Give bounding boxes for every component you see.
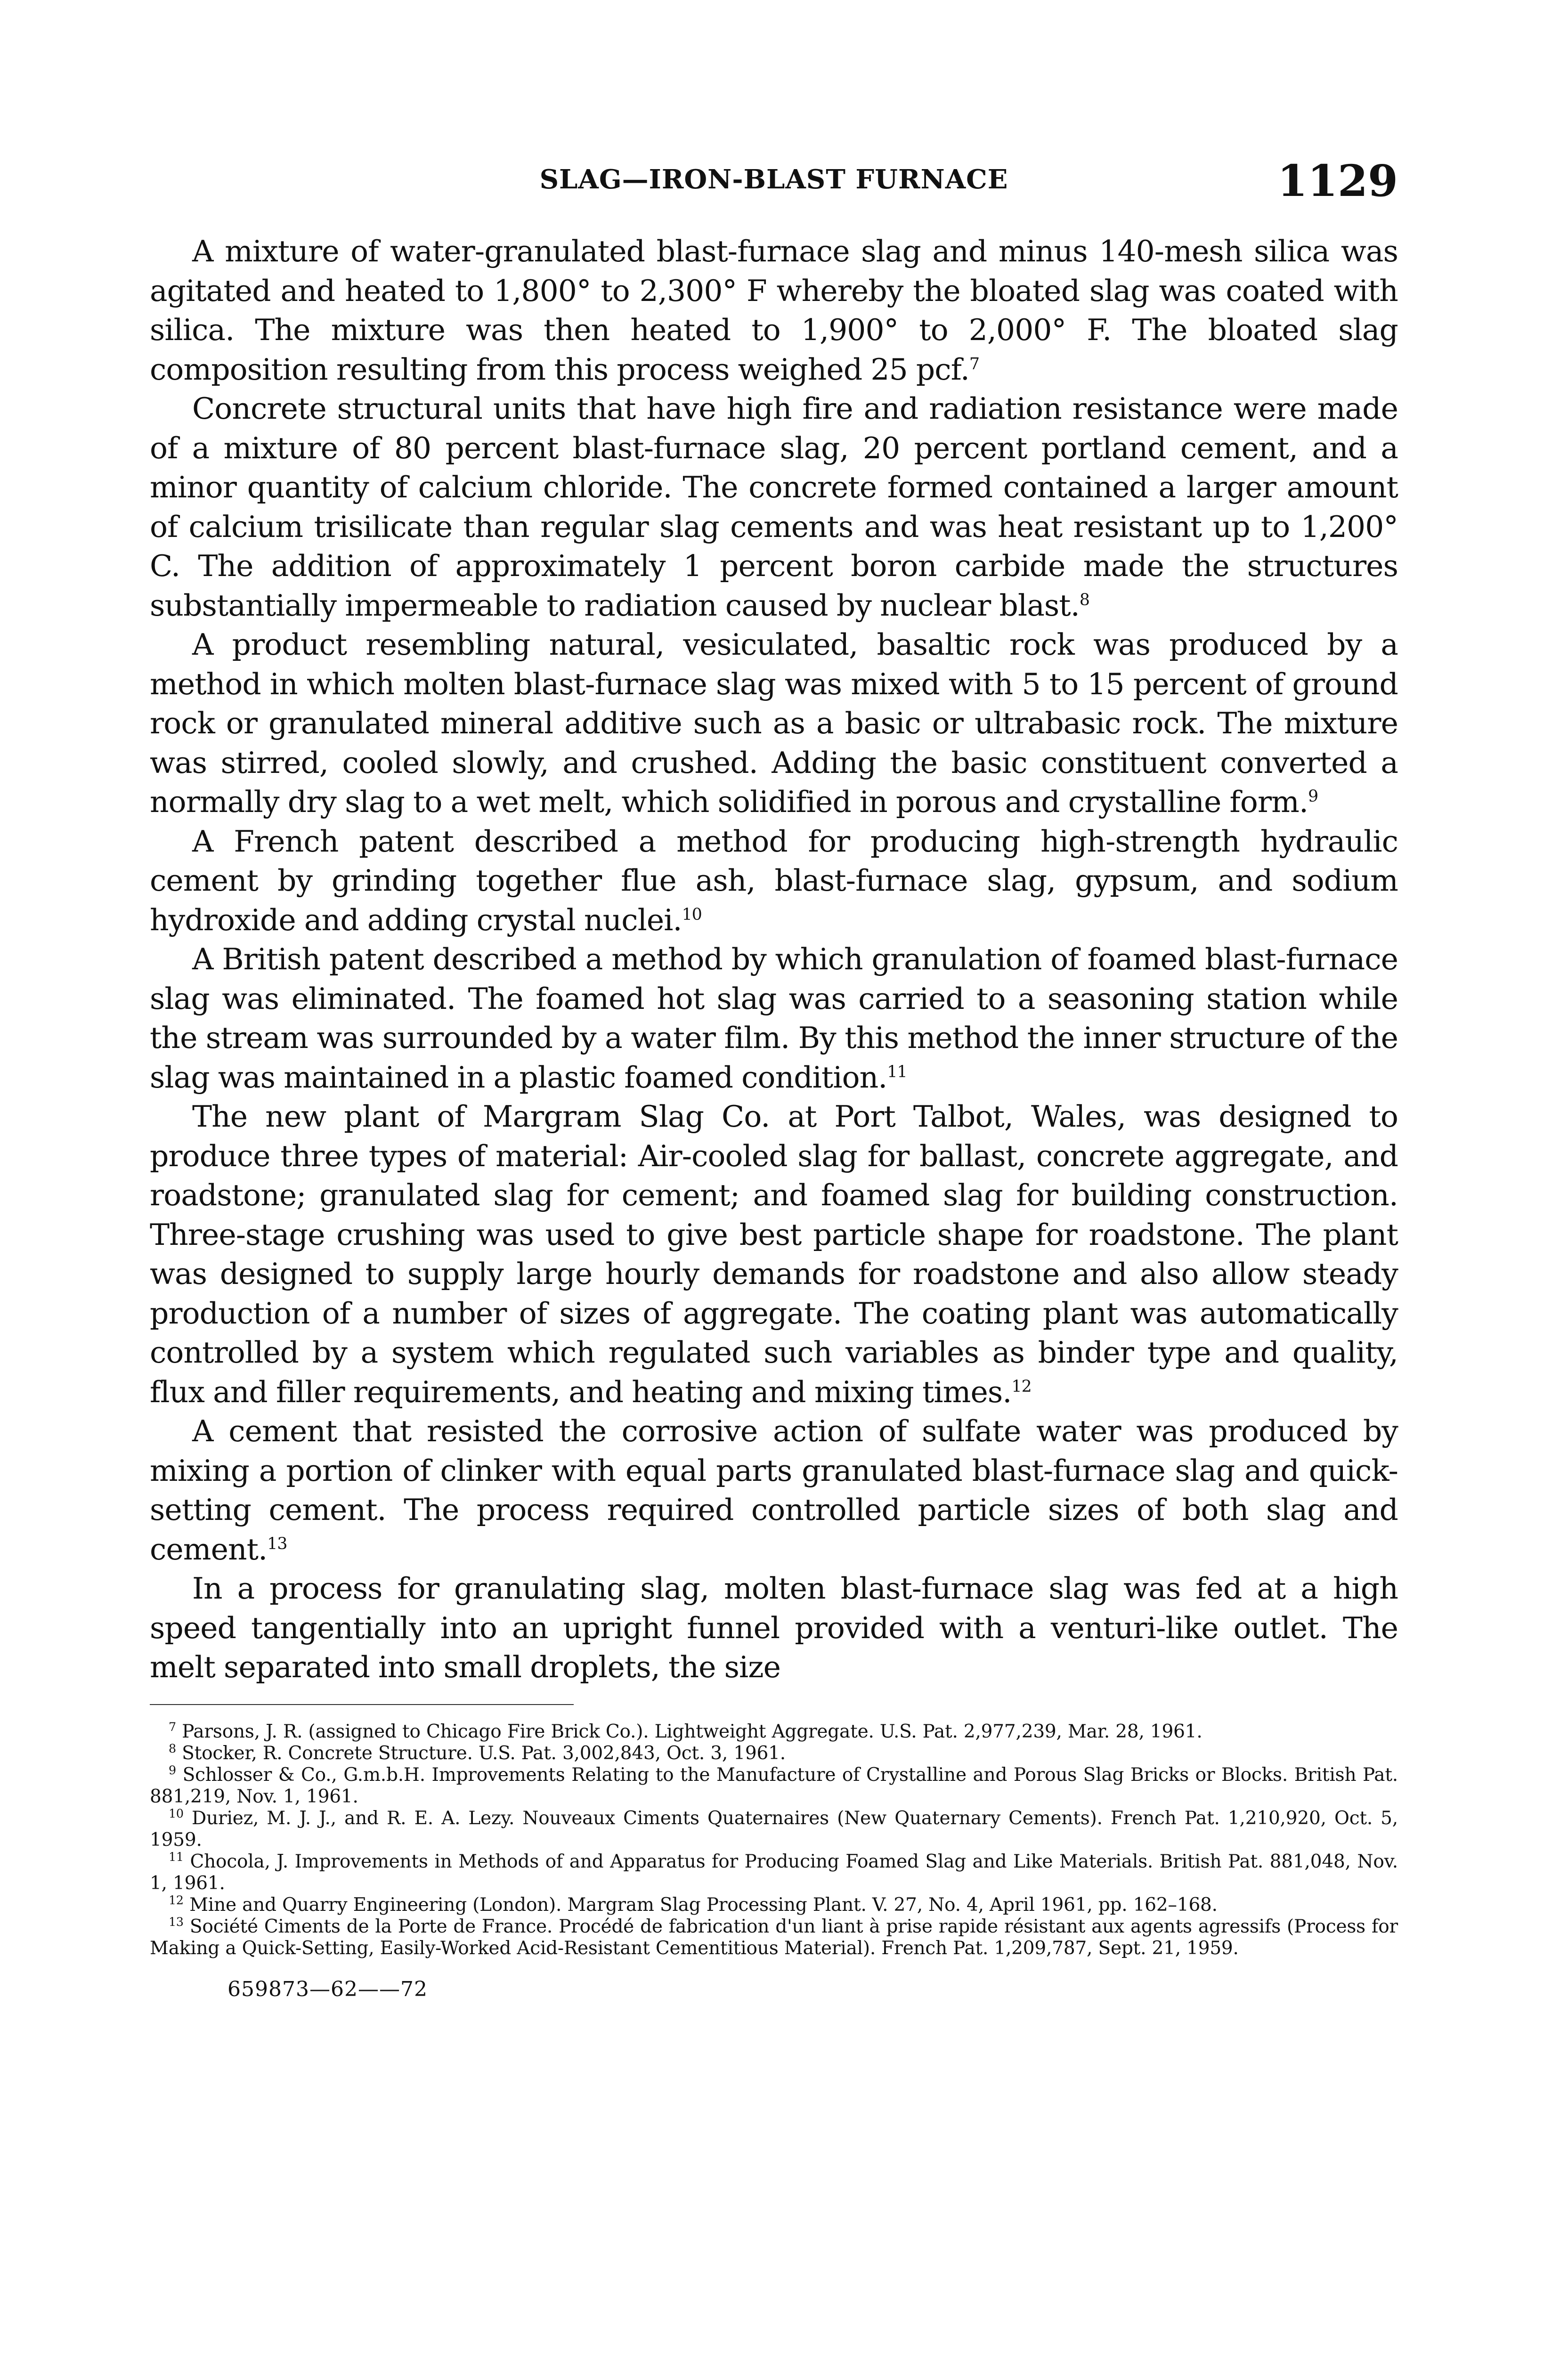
footnote-ref: 13 [267, 1534, 287, 1553]
footnote-ref: 12 [1011, 1377, 1032, 1396]
footnote-number: 10 [169, 1806, 184, 1820]
running-head: SLAG—IRON-BLAST FURNACE [539, 164, 1008, 195]
paragraph: A mixture of water-granulated blast-furnace slag and minus 140-mesh silica was agitated and heated to 1,800° to 2,300° F whereby the bloated slag was coated with silica. The mixture was then heated to 1,900° to 2,000° F. The bloated slag composition resulting from this process weighed 25 pcf.$^7$ [150, 234, 1398, 387]
footnote-divider [150, 1704, 574, 1705]
footnote-ref: 11 [887, 1062, 907, 1081]
paragraph: Concrete structural units that have high fire and radiation resistance were made of a mixture of 80 percent blast-furnace slag, 20 percent portland cement, and a minor quantity of calcium chloride. The concrete formed contained a larger amount of calcium trisilicate than regular slag cements and was heat resistant up to 1,200° C. The addition of approximately 1 percent boron carbide made the structures substantially impermeable to radiation caused by nuclear blast.$^8$ [150, 391, 1398, 623]
footnote-ref: 9 [1308, 787, 1318, 806]
footnote: $^{12}$ Mine and Quarry Engineering (London). Margram Slag Processing Plant. V. 27, No. 4, April 1961, pp. 162–168. [169, 1892, 1218, 1916]
page [150, 155, 1398, 2001]
paragraph: A cement that resisted the corrosive action of sulfate water was produced by mixing a portion of clinker with equal parts granulated blast-furnace slag and quick-setting cement. The process required controlled particle sizes of both slag and cement.$^{13}$ [150, 1414, 1398, 1567]
footnote: $^9$ Schlosser & Co., G.m.b.H. Improvements Relating to the Manufacture of Crystalline and Porous Slag Bricks or Blocks. British Pat. 881,219, Nov. 1, 1961. [150, 1762, 1398, 1807]
footnote-number: 9 [169, 1762, 176, 1777]
page-header [150, 155, 1398, 207]
paragraph: In a process for granulating slag, molten blast-furnace slag was fed at a high speed tangentially into an upright funnel provided with a venturi-like outlet. The melt separated into small droplets, the size [150, 1571, 1398, 1684]
footnote: $^8$ Stocker, R. Concrete Structure. U.S. Pat. 3,002,843, Oct. 3, 1961. [169, 1741, 786, 1764]
footnote-number: 13 [169, 1914, 184, 1929]
footnote-ref: 10 [682, 905, 702, 924]
footnote-number: 11 [169, 1849, 184, 1864]
paragraph: A French patent described a method for producing high-strength hydraulic cement by grinding together flue ash, blast-furnace slag, gypsum, and sodium hydroxide and adding crystal nuclei.$^{10}$ [150, 824, 1398, 937]
footnote-ref: 8 [1079, 590, 1089, 609]
page-number: 1129 [1277, 155, 1398, 206]
footnote: $^{13}$ Société Ciments de la Porte de France. Procédé de fabrication d'un liant à prise rapide résistant aux agents agressifs (Process for Making a Quick-Setting, Easily-Worked Acid-Resistant Cementitious Material). French Pat. 1,209,787, Sept. 21, 1959. [150, 1914, 1398, 1959]
footnote-number: 8 [169, 1741, 176, 1755]
paragraph: The new plant of Margram Slag Co. at Port Talbot, Wales, was designed to produce three types of material: Air-cooled slag for ballast, concrete aggregate, and roadstone; granulated slag for cement; and foamed slag for building construction. Three-stage crushing was used to give best particle shape for roadstone. The plant was designed to supply large hourly demands for roadstone and also allow steady production of a number of sizes of aggregate. The coating plant was automatically controlled by a system which regulated such variables as binder type and quality, flux and filler requirements, and heating and mixing times.$^{12}$ [150, 1099, 1398, 1409]
footnotes [150, 1721, 1398, 1959]
footnote-ref: 7 [969, 354, 980, 374]
footnote-number: 7 [169, 1719, 176, 1734]
footnote-number: 12 [169, 1892, 184, 1907]
body-text [150, 232, 1398, 1687]
footnote: $^{10}$ Duriez, M. J. J., and R. E. A. Lezy. Nouveaux Ciments Quaternaires (New Quaternary Cements). French Pat. 1,210,920, Oct. 5, 1959. [150, 1806, 1398, 1851]
paragraph: A British patent described a method by which granulation of foamed blast-furnace slag was eliminated. The foamed hot slag was carried to a seasoning station while the stream was surrounded by a water film. By this method the inner structure of the slag was maintained in a plastic foamed condition.$^{11}$ [150, 942, 1398, 1095]
footnote: $^{11}$ Chocola, J. Improvements in Methods of and Apparatus for Producing Foamed Slag and Like Materials. British Pat. 881,048, Nov. 1, 1961. [150, 1849, 1398, 1894]
print-code: 659873—62——72 [227, 1977, 428, 2001]
paragraph: A product resembling natural, vesiculated, basaltic rock was produced by a method in which molten blast-furnace slag was mixed with 5 to 15 percent of ground rock or granulated mineral additive such as a basic or ultrabasic rock. The mixture was stirred, cooled slowly, and crushed. Adding the basic constituent converted a normally dry slag to a wet melt, which solidified in porous and crystalline form.$^9$ [150, 627, 1398, 819]
footnote: $^7$ Parsons, J. R. (assigned to Chicago Fire Brick Co.). Lightweight Aggregate. U.S. Pat. 2,977,239, Mar. 28, 1961. [169, 1719, 1202, 1742]
